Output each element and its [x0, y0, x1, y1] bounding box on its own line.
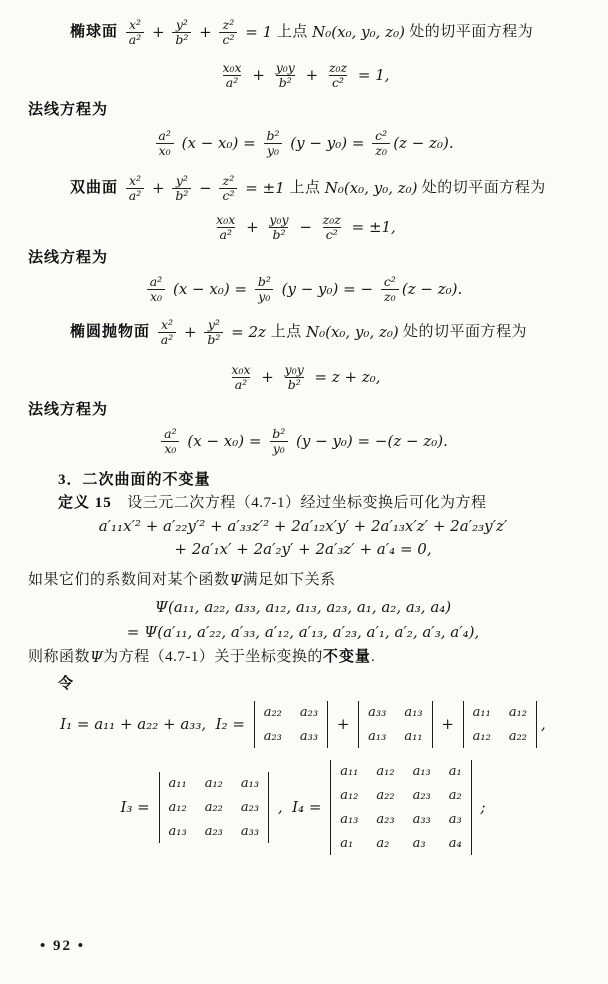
math-run: ;	[475, 798, 486, 817]
math-run: +	[332, 715, 355, 734]
determinant-cell: a₁₂	[340, 788, 359, 803]
fraction-denominator: c²	[329, 75, 347, 90]
hyperboloid-normal-equation	[28, 273, 578, 306]
fraction-denominator: b²	[276, 75, 295, 90]
fraction-denominator: y₀	[270, 441, 288, 456]
math-run: (x − x₀) =	[176, 134, 261, 153]
fraction-numerator: z²	[222, 17, 235, 32]
math-run: (y − y₀) =	[285, 134, 370, 153]
math-run: Ψ(a₁₁, a₂₂, a₃₃, a₁₂, a₁₃, a₂₃, a₁, a₂, a₃, a₄)	[154, 598, 452, 617]
determinant-cell: a₁₂	[472, 729, 491, 744]
math-run: (z − z₀).	[401, 280, 463, 299]
bold-text-run: 定义 15	[58, 495, 112, 512]
determinant-cell: a₄	[448, 836, 462, 851]
fraction-denominator: a²	[126, 188, 144, 203]
fraction-denominator: x₀	[147, 289, 165, 304]
bold-text-run: 法线方程为	[28, 402, 109, 419]
fraction-numerator: y₀y	[284, 362, 304, 377]
fraction-denominator: a²	[158, 332, 176, 347]
fraction-denominator: b²	[285, 377, 304, 392]
determinant	[330, 760, 472, 855]
text-run: 如果它们的系数间对某个函数	[28, 572, 230, 589]
bold-text-run: 不变量	[322, 649, 371, 666]
math-run: Ψ	[229, 571, 243, 590]
math-run: I₃ =	[120, 798, 155, 817]
transformed-equation-line-1	[28, 516, 578, 537]
fraction-denominator: y₀	[264, 143, 282, 158]
fraction-numerator: b²	[257, 274, 271, 289]
fraction	[219, 18, 237, 47]
section-heading	[28, 470, 578, 491]
determinant-cell: a₂₃	[263, 729, 282, 744]
fraction-numerator: a²	[149, 274, 163, 289]
fraction	[282, 363, 307, 392]
fraction	[219, 61, 244, 90]
paraboloid-intro-line	[28, 316, 578, 349]
fraction-numerator: b²	[272, 426, 286, 441]
math-run: + 2a′₁x′ + 2a′₂y′ + 2a′₃z′ + a′₄ = 0,	[174, 540, 432, 559]
math-run: N₀(x₀, y₀, z₀)	[312, 23, 405, 42]
fraction-numerator: c²	[383, 274, 396, 289]
fraction	[126, 18, 144, 47]
hyperboloid-tangent-equation	[28, 211, 578, 244]
ellipsoid-tangent-equation	[28, 59, 578, 92]
fraction-denominator: y₀	[255, 289, 273, 304]
fraction-numerator: y₀y	[275, 60, 295, 75]
bold-text-run: 椭球面	[70, 24, 123, 41]
fraction	[381, 275, 399, 304]
math-run: = z + z₀,	[309, 368, 381, 387]
determinant	[159, 772, 270, 843]
fraction-numerator: z₀z	[322, 212, 341, 227]
paraboloid-normal-equation	[28, 425, 578, 458]
math-run: (x − x₀) =	[168, 280, 252, 299]
determinant-cell: a₂₃	[376, 812, 395, 827]
determinant-cell: a₁₃	[240, 776, 260, 791]
determinant-cell: a₁₂	[508, 705, 528, 720]
determinant-cell: a₂₃	[240, 800, 260, 815]
normal-equation-label-2	[28, 248, 578, 269]
determinant-cell: a₃₃	[412, 812, 431, 827]
fraction-numerator: a²	[158, 128, 171, 143]
determinant	[463, 701, 537, 748]
invariant-definition-line	[28, 647, 578, 668]
math-run: = Ψ(a′₁₁, a′₂₂, a′₃₃, a′₁₂, a′₁₃, a′₂₃, a′₁, a′₂, a′₃, a′₄),	[126, 623, 480, 642]
text-run: 处的切平面方程为	[404, 24, 534, 41]
fraction-numerator: y²	[207, 317, 220, 332]
math-run: +	[241, 218, 264, 237]
fraction-denominator: c²	[219, 32, 237, 47]
determinant-cell: a₁₁	[340, 764, 359, 779]
invariants-i3-i4-line	[28, 758, 578, 857]
ellipsoid-intro-line	[28, 16, 578, 49]
text-run: 上点	[289, 180, 325, 197]
fraction-numerator: a²	[164, 426, 177, 441]
determinant-cell: a₂₂	[508, 729, 528, 744]
fraction	[326, 61, 350, 90]
fraction-numerator: x₀x	[231, 362, 251, 377]
fraction	[372, 129, 390, 158]
math-run: I₁ = a₁₁ + a₂₂ + a₃₃, I₂ =	[60, 715, 250, 734]
fraction	[264, 129, 283, 158]
math-run: = 1	[240, 23, 277, 42]
text-run: 则称函数	[28, 649, 91, 666]
fraction-numerator: x²	[128, 173, 142, 188]
math-run: Ψ	[90, 648, 104, 667]
determinant-cell: a₃₃	[240, 824, 260, 839]
determinant-cell: a₁₂	[168, 800, 187, 815]
fraction-denominator: b²	[269, 227, 288, 242]
bold-text-run: 令	[58, 676, 75, 693]
fraction-numerator: y₀y	[269, 212, 289, 227]
determinant-cell: a₂	[448, 788, 462, 803]
invariance-condition-line	[28, 570, 578, 591]
bold-text-run: 双曲面	[70, 180, 123, 197]
determinant-cell: a₃₃	[368, 705, 387, 720]
fraction	[266, 213, 291, 242]
text-run: 满足如下关系	[242, 572, 336, 589]
bold-text-run: 法线方程为	[28, 250, 109, 267]
bold-text-run: 法线方程为	[28, 102, 109, 119]
determinant-cell: a₁	[448, 764, 462, 779]
psi-equation-rhs	[28, 622, 578, 643]
determinant-cell: a₁₁	[472, 705, 491, 720]
invariants-i1-i2-line	[28, 699, 578, 750]
text-run: 上点	[276, 24, 313, 41]
math-run: −	[194, 179, 217, 198]
fraction-denominator: b²	[172, 188, 191, 203]
math-run: +	[247, 66, 270, 85]
fraction-numerator: x²	[160, 317, 174, 332]
ellipsoid-normal-equation	[28, 127, 578, 160]
determinant-cell: a₃₃	[299, 729, 319, 744]
bold-text-run: 3．二次曲面的不变量	[58, 472, 211, 489]
fraction-numerator: c²	[375, 128, 388, 143]
fraction-numerator: x₀x	[222, 60, 242, 75]
psi-equation-lhs	[28, 597, 578, 618]
determinant-cell: a₃	[412, 836, 426, 851]
definition-15-line	[28, 493, 578, 514]
math-run: (x − x₀) =	[182, 432, 267, 451]
fraction	[273, 61, 298, 90]
determinant-cell: a₂	[376, 836, 390, 851]
fraction	[204, 318, 223, 347]
determinant-cell: a₂₃	[412, 788, 431, 803]
determinant-cell: a₁₂	[376, 764, 395, 779]
determinant-cell: a₁₁	[404, 729, 423, 744]
determinant-cell: a₁	[340, 836, 354, 851]
determinant-cell: a₂₂	[263, 705, 282, 720]
fraction-denominator: c²	[219, 188, 237, 203]
determinant-cell: a₁₃	[404, 705, 423, 720]
math-run: −	[294, 218, 317, 237]
hyperboloid-intro-line	[28, 172, 578, 205]
determinant-cell: a₂₃	[299, 705, 319, 720]
normal-equation-label-3	[28, 400, 578, 421]
fraction-denominator: a²	[223, 75, 241, 90]
math-run: ,	[541, 715, 546, 734]
fraction-numerator: z²	[222, 173, 235, 188]
determinant-cell: a₁₃	[168, 824, 187, 839]
math-run: +	[256, 368, 279, 387]
determinant-cell: a₂₃	[204, 824, 223, 839]
fraction	[155, 129, 173, 158]
math-run: N₀(x₀, y₀, z₀)	[324, 179, 418, 198]
text-run: .	[370, 649, 376, 666]
determinant	[358, 701, 432, 748]
math-run: = 2z	[226, 323, 271, 342]
fraction	[126, 174, 144, 203]
fraction-denominator: c²	[323, 227, 341, 242]
fraction-denominator: a²	[126, 32, 144, 47]
math-run: = ±1,	[346, 218, 396, 237]
paraboloid-tangent-equation	[28, 361, 578, 394]
text-run: 设三元二次方程（4.7-1）经过坐标变换后可化为方程	[111, 495, 487, 512]
fraction-numerator: y²	[175, 17, 188, 32]
math-run: = ±1	[240, 179, 290, 198]
fraction-denominator: a²	[217, 227, 235, 242]
normal-equation-label-1	[28, 100, 578, 121]
fraction-denominator: z₀	[372, 143, 390, 158]
ling-label	[28, 674, 578, 695]
determinant-cell: a₁₂	[204, 776, 223, 791]
text-run: 上点	[270, 324, 306, 341]
determinant-cell: a₁₁	[168, 776, 187, 791]
fraction	[219, 174, 237, 203]
fraction	[158, 318, 176, 347]
fraction-numerator: x₀x	[216, 212, 236, 227]
fraction-numerator: b²	[266, 128, 280, 143]
math-run: a′₁₁x′² + a′₂₂y′² + a′₃₃z′² + 2a′₁₂x′y′ + 2a′₁₃x′z′ + 2a′₂₃y′z′	[98, 517, 508, 536]
text-run: 处的切平面方程为	[417, 180, 546, 197]
fraction-denominator: x₀	[156, 143, 174, 158]
determinant-cell: a₂₂	[204, 800, 223, 815]
fraction	[172, 174, 191, 203]
math-run: = 1,	[353, 66, 390, 85]
fraction	[172, 18, 191, 47]
fraction	[228, 363, 253, 392]
math-run: +	[300, 66, 323, 85]
math-run: (y − y₀) = −(z − z₀).	[291, 432, 448, 451]
determinant-cell: a₁₃	[368, 729, 387, 744]
determinant-cell: a₁₃	[340, 812, 359, 827]
math-run: (z − z₀).	[393, 134, 454, 153]
determinant	[254, 701, 328, 748]
determinant-cell: a₁₃	[412, 764, 431, 779]
fraction	[269, 427, 288, 456]
text-run: 处的切平面方程为	[398, 324, 528, 341]
fraction-numerator: y²	[175, 173, 188, 188]
math-run: +	[147, 179, 170, 198]
fraction-denominator: x₀	[161, 441, 179, 456]
math-run: +	[147, 23, 170, 42]
math-run: +	[179, 323, 202, 342]
transformed-equation-line-2	[28, 539, 578, 560]
bold-text-run: 椭圆抛物面	[70, 324, 155, 341]
fraction	[147, 275, 165, 304]
fraction-numerator: x²	[128, 17, 142, 32]
fraction	[255, 275, 274, 304]
fraction-denominator: b²	[204, 332, 223, 347]
math-run: N₀(x₀, y₀, z₀)	[305, 323, 399, 342]
math-run: +	[436, 715, 459, 734]
fraction-denominator: z₀	[381, 289, 399, 304]
text-run: 为方程（4.7-1）关于坐标变换的	[103, 649, 323, 666]
fraction	[161, 427, 179, 456]
determinant-cell: a₃	[448, 812, 462, 827]
determinant-cell: a₂₂	[376, 788, 395, 803]
math-run: , I₄ =	[273, 798, 327, 817]
page-number: • 92 •	[40, 938, 86, 954]
math-run: +	[194, 23, 217, 42]
fraction-denominator: a²	[232, 377, 250, 392]
fraction-numerator: z₀z	[328, 60, 348, 75]
fraction	[320, 213, 344, 242]
math-run: (y − y₀) = −	[276, 280, 378, 299]
fraction-denominator: b²	[172, 32, 191, 47]
fraction	[213, 213, 238, 242]
